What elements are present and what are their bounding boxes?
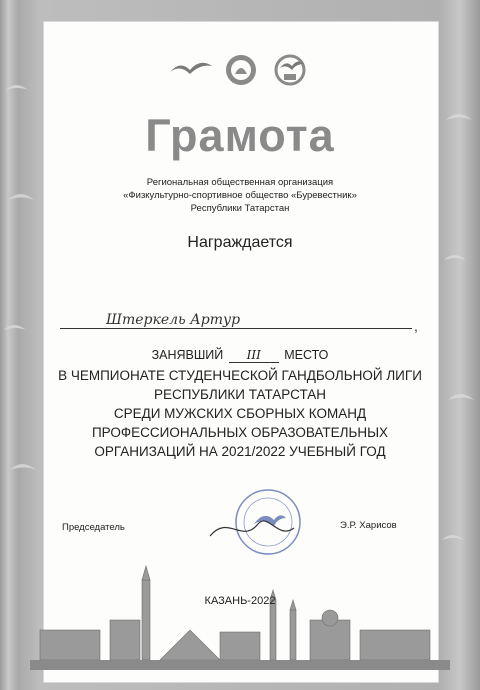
achievement-line: В ЧЕМПИОНАТЕ СТУДЕНЧЕСКОЙ ГАНДБОЛЬНОЙ ЛИГИ (58, 368, 422, 383)
place-value: III (229, 348, 279, 363)
burevestnik-logo-icon (276, 56, 304, 84)
achievement-line: ПРОФЕССИОНАЛЬНЫХ ОБРАЗОВАТЕЛЬНЫХ (91, 425, 389, 440)
place-line (0, 348, 480, 363)
kazan-skyline-illustration (30, 560, 450, 670)
signer-name: Э.Р. Харисов (340, 520, 397, 531)
chairman-label: Председатель (62, 522, 125, 533)
recipient-comma: , (414, 318, 418, 334)
recipient-name: Штеркель Артур (106, 312, 241, 328)
logo-row (166, 52, 316, 88)
organization-line: «Физкультурно-спортивное общество «Буревестник» (123, 190, 357, 201)
achievement-line: СРЕДИ МУЖСКИХ СБОРНЫХ КОМАНД (113, 406, 367, 421)
place-suffix: МЕСТО (284, 348, 329, 362)
achievement-line: ОРГАНИЗАЦИЙ НА 2021/2022 УЧЕБНЫЙ ГОД (94, 444, 386, 459)
achievement-line: РЕСПУБЛИКИ ТАТАРСТАН (153, 387, 327, 402)
official-seal-icon (208, 484, 318, 564)
awarded-label: Награждается (187, 234, 293, 251)
seagull-logo-icon (170, 63, 212, 74)
organization-line: Региональная общественная организация (146, 177, 334, 188)
place-prefix: ЗАНЯВШИЙ (151, 348, 224, 362)
recipient-name-underline (60, 328, 412, 329)
organization-name (0, 176, 480, 215)
achievement-text (0, 366, 480, 461)
city-year: КАЗАНЬ-2022 (204, 595, 276, 607)
certificate-title: Грамота (145, 110, 335, 161)
organization-line: Республики Татарстан (190, 203, 290, 214)
tatarstan-emblem-icon (226, 55, 256, 85)
